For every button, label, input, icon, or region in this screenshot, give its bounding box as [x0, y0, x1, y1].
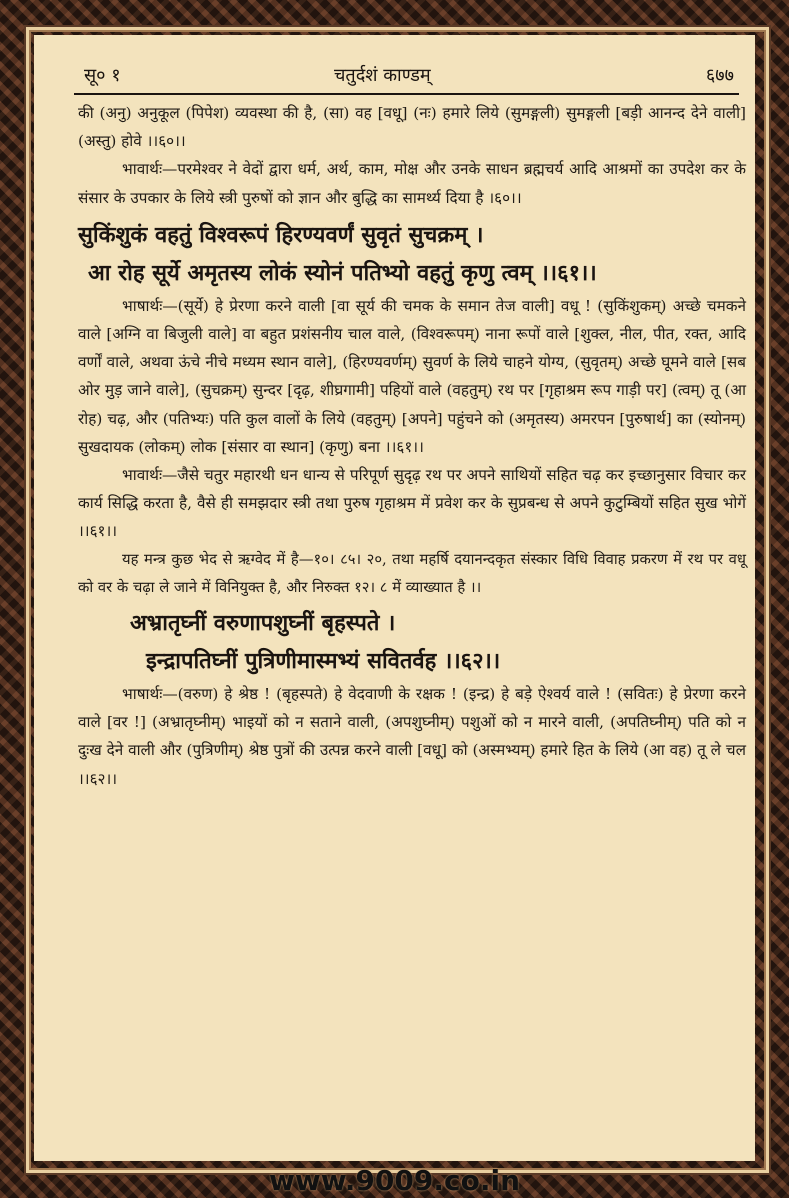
mantra-61-line-2: आ रोह सूर्ये अमृतस्य लोकं स्योनं पतिभ्यो वहतुं कृणु त्वम् ।।६१।। [88, 259, 597, 286]
paragraph-continuation: की (अनु) अनुकूल (पिपेश) व्यवस्था की है, (सा) वह [वधू] (नः) हमारे लिये (सुमङ्गली) सुमङ्गली [बड़ी आनन्द देने वाली] (अस्तु) होवे ।।६०।। [78, 104, 746, 151]
page-body [78, 99, 746, 793]
paragraph-bhavartha-61: भावार्थः—जैसे चतुर महारथी धन धान्य से परिपूर्ण सुदृढ़ रथ पर अपने साथियों सहित चढ़ कर इच्छानुसार विचार कर कार्य सिद्धि करता है, वैसे ही समझदार स्त्री तथा पुरुष गृहाश्रम में प्रवेश कर के सुप्रबन्ध से अपने कुटुम्बियों सहित सुख भोगें ।।६१।। [78, 466, 746, 541]
paragraph-reference-note: यह मन्त्र कुछ भेद से ऋग्वेद में है—१०। ८५। २०, तथा महर्षि दयानन्दकृत संस्कार विधि विवाह प्रकरण में रथ पर वधू को वर के चढ़ा ले जाने में विनियुक्त है, और निरुक्त १२। ८ में व्याख्यात है ।। [78, 550, 746, 596]
mantra-61-line-1: सुकिंशुकं वहतुं विश्वरूपं हिरण्यवर्णं सुवृतं सुचक्रम् । [78, 221, 484, 248]
page-number: ६७७ [705, 65, 734, 86]
header-rule [74, 93, 739, 95]
sutra-number: सू० १ [84, 65, 121, 86]
chapter-title: चतुर्दशं काण्डम् [334, 65, 431, 86]
paragraph-bhashartha-61: भाषार्थः—(सूर्ये) हे प्रेरणा करने वाली [वा सूर्य की चमक के समान तेज वाली] वधू ! (सुकिंशुकम्) अच्छे चमकने वाले [अग्नि वा बिजुली वाले] वा बहुत प्रशंसनीय चाल वाले, (विश्वरूपम्) नाना रूपों वाले [शुक्ल, नील, पीत, रक्त, आदि वर्णों वाले, अथवा ऊंचे नीचे मध्यम स्थान वाले], (हिरण्यवर्णम्) सुवर्ण के लिये चाहने योग्य, (सुवृतम्) अच्छे घूमने वाले [सब ओर मुड़ जाने वाले], (सुचक्रम्) सुन्दर [दृढ़, शीघ्रगामी] पहियों वाले (वहतुम्) रथ पर [गृहाश्रम रूप गाड़ी पर] (त्वम्) तू (आ रोह) चढ़, और (पतिभ्यः) पति कुल वालों के लिये (वहतुम्) [अपने] पहुंचने को (अमृतस्य) अमरपन [पुरुषार्थ] का (स्योनम्) सुखदायक (लोकम्) लोक [संसार वा स्थान] (कृणु) बना ।।६१।। [78, 296, 746, 456]
mantra-62-line-2: इन्द्रापतिघ्नीं पुत्रिणीमास्मभ्यं सवितर्वह ।।६२।। [146, 648, 501, 675]
paragraph-bhashartha-62: भाषार्थः—(वरुण) हे श्रेष्ठ ! (बृहस्पते) हे वेदवाणी के रक्षक ! (इन्द्र) हे बड़े ऐश्वर्य वाले ! (सवितः) हे प्रेरणा करने वाले [वर !] (अभ्रातृघ्नीम्) भाइयों को न सताने वाली, (अपशुघ्नीम्) पशुओं को न मारने वाली, (अपतिघ्नीम्) पति को न दुःख देने वाली और (पुत्रिणीम्) श्रेष्ठ पुत्रों की उत्पन्न करने वाली [वधू] को (अस्मभ्यम्) हमारे हित के लिये (आ वह) तू ले चल ।।६२।। [78, 685, 746, 788]
mantra-62-line-1: अभ्रातृघ्नीं वरुणापशुघ्नीं बृहस्पते । [130, 610, 396, 637]
site-watermark: www.9009.co.in [268, 1164, 520, 1197]
page-header [84, 63, 734, 93]
book-page [34, 35, 755, 1161]
paragraph-bhavartha-60: भावार्थः—परमेश्वर ने वेदों द्वारा धर्म, अर्थ, काम, मोक्ष और उनके साधन ब्रह्मचर्य आदि आश्रमों का उपदेश कर के संसार के उपकार के लिये स्त्री पुरुषों को ज्ञान और बुद्धि का सामर्थ्य दिया है ।६०।। [78, 160, 746, 207]
